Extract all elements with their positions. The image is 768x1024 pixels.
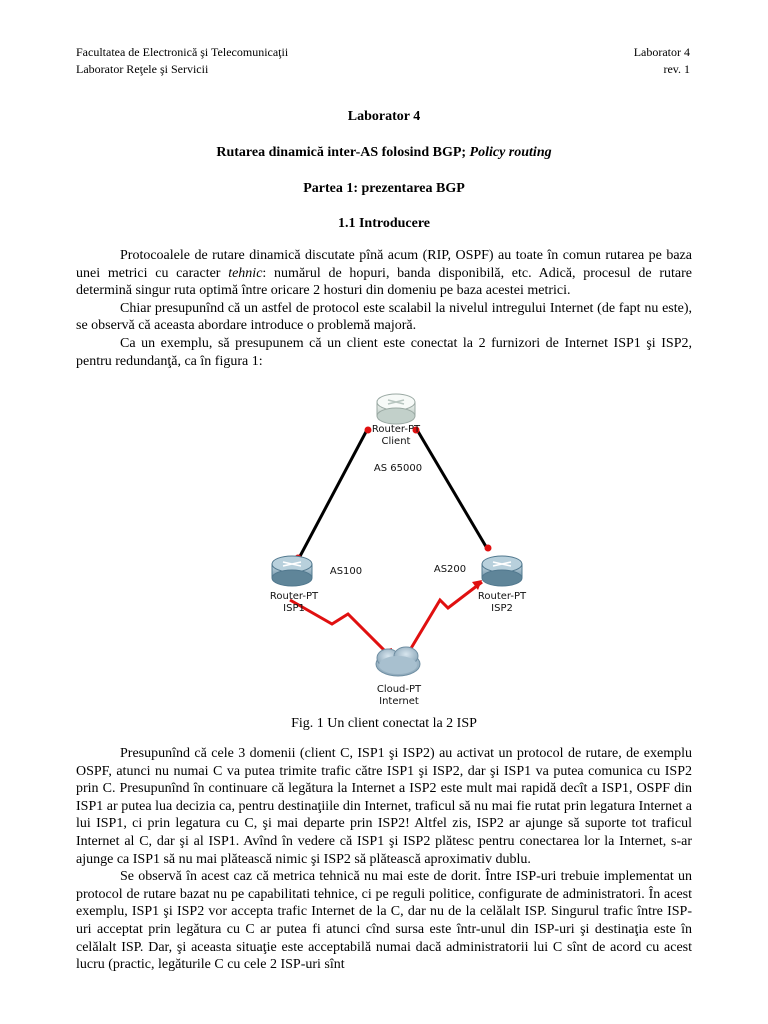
paragraph-4: Presupunînd că cele 3 domenii (client C, ISP1 şi ISP2) au activat un protocol de rutare, de exemplu OSPF, atunci nu numai C va putea trimite trafic către ISP1 şi ISP2, dar şi ISP1 va putea comunica cu ISP2 prin C. Presupunînd în continuare că legătura la Internet a ISP2 este mult mai rapidă decît a ISP1, OSPF din ISP1 ar putea lua decizia ca, pentru destinaţiile din Internet, traficul să nu mai fie rutat prin legatura Internet a lui ISP1, ci prin legatura cu C, şi mai departe prin ISP2! Altfel zis, ISP2 ar ajunge să suporte tot traficul Internet al C, dar şi al ISP1. Avînd în vedere că ISP1 şi ISP2 plătesc pentru conectarea lor la Internet, s-ar ajunge ca ISP1 să nu mai plătească nimic şi ISP2 să plătească aproximativ dublu. xyxy=(76,746,692,867)
subtitle-main: Rutarea dinamică inter-AS folosind BGP; xyxy=(216,145,470,160)
link-endpoint xyxy=(365,427,372,434)
link-isp1-internet xyxy=(290,600,390,656)
part-title: Partea 1: prezentarea BGP xyxy=(303,181,465,196)
paragraph-1-start: Protocoalele de rutare dinamică discutate pînă acum (RIP, OSPF) au toate în comun rutarea pe baza unei metrici cu caracter xyxy=(76,248,692,281)
network-diagram xyxy=(250,388,540,713)
document-title: Laborator 4 xyxy=(347,109,421,124)
paragraph-2: Chiar presupunînd că un astfel de protocol este scalabil la nivelul intregului Internet (de fapt nu este), se observă că aceasta abordare introduce o problemă majoră. xyxy=(76,300,692,334)
cloud-internet-icon xyxy=(376,647,420,676)
lab-number: Laborator 4 xyxy=(633,45,690,59)
isp1-as-label: AS100 xyxy=(329,566,363,577)
isp2-label-name: ISP2 xyxy=(491,603,513,614)
isp1-label-type: Router-PT xyxy=(269,591,319,602)
cloud-label-type: Cloud-PT xyxy=(376,684,422,695)
isp2-label-type: Router-PT xyxy=(477,591,527,602)
document-subtitle xyxy=(0,145,768,161)
intro-section xyxy=(76,247,692,370)
paragraph-1 xyxy=(76,247,692,300)
router-isp1-icon xyxy=(272,556,312,586)
client-as-label: AS 65000 xyxy=(373,463,423,474)
cloud-label-name: Internet xyxy=(379,696,419,707)
section-title: 1.1 Introducere xyxy=(337,216,431,231)
router-client-icon xyxy=(377,394,415,424)
paragraph-1-end: : numărul de hopuri, banda disponibilă, etc. Adică, procesul de rutare determină singur ruta optimă între oricare 2 hosturi din domeniu pe baza acestei metrici. xyxy=(76,265,693,299)
client-label-type: Router-PT xyxy=(371,424,421,435)
isp1-label-name: ISP1 xyxy=(283,603,305,614)
paragraph-1-emphasis: tehnic xyxy=(228,265,263,281)
paragraph-3: Ca un exemplu, să presupunem că un client este conectat la 2 furnizori de Internet ISP1 şi ISP2, pentru redundanţă, ca în figura 1: xyxy=(76,335,692,369)
isp2-as-label: AS200 xyxy=(433,564,467,575)
link-client-isp1 xyxy=(298,428,368,560)
lab-department: Laborator Reţele şi Servicii xyxy=(76,62,209,76)
figure-caption: Fig. 1 Un client conectat la 2 ISP xyxy=(291,716,477,731)
faculty-name: Facultatea de Electronică şi Telecomunicaţii xyxy=(76,45,289,59)
paragraph-5: Se observă în acest caz că metrica tehnică nu mai este de dorit. Între ISP-uri trebuie implementat un protocol de rutare bazat nu pe capabilitati tehnice, ci pe reguli politice, configurate de administratori. În acest exemplu, ISP1 şi ISP2 vor accepta trafic Internet de la C, dar nu de la celălalt ISP. Singurul trafic între ISP-uri acceptat prin legătura cu C ar putea fi atunci cînd sursa este într-unul din ISP-uri şi destinaţia este în celălalt ISP. Dar, şi aceasta situaţie este acceptabilă numai dacă administratorii lui C sînt de acord cu acest lucru (practic, legăturile C cu cele 2 ISP-uri sînt xyxy=(76,869,692,973)
link-endpoint xyxy=(485,545,492,552)
discussion-section xyxy=(76,745,692,974)
subtitle-italic: Policy routing xyxy=(469,145,552,160)
link-isp2-internet xyxy=(410,582,482,650)
link-client-isp2 xyxy=(416,428,488,550)
router-isp2-icon xyxy=(482,556,522,586)
page-header-left xyxy=(76,44,288,78)
revision: rev. 1 xyxy=(663,62,690,76)
page-header-right xyxy=(634,44,690,78)
client-label-name: Client xyxy=(381,436,411,447)
